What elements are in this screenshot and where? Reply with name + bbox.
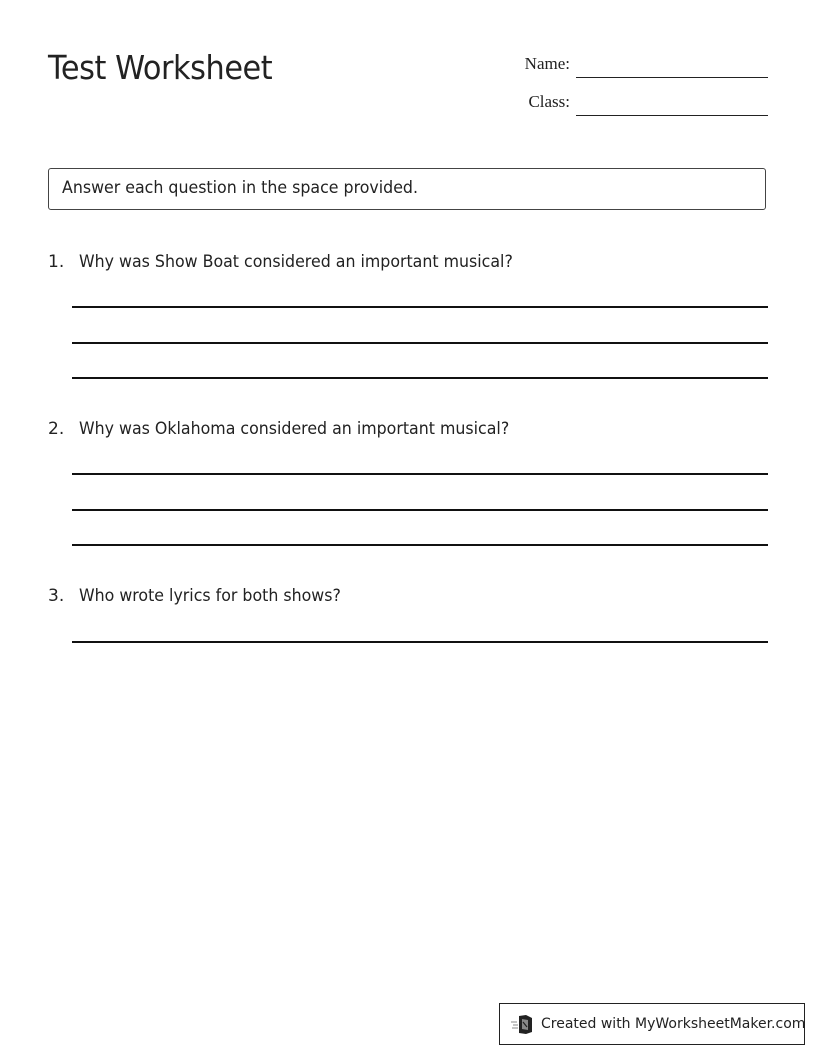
footer-text: Created with MyWorksheetMaker.com — [541, 1016, 806, 1032]
instructions-box — [48, 168, 766, 210]
answer-line[interactable] — [72, 473, 768, 475]
class-field — [500, 86, 768, 116]
name-input-line[interactable] — [576, 77, 768, 78]
page-title: Test Worksheet — [48, 48, 273, 87]
question-text: Who wrote lyrics for both shows? — [79, 586, 341, 606]
worksheet-maker-logo-icon — [510, 1014, 534, 1034]
answer-line[interactable] — [72, 509, 768, 511]
question-text: Why was Show Boat considered an important musical? — [79, 252, 513, 272]
question-number: 2. — [48, 419, 65, 439]
name-label: Name: — [524, 54, 570, 73]
class-label: Class: — [528, 92, 570, 111]
answer-line[interactable] — [72, 641, 768, 643]
instructions-text: Answer each question in the space provided. — [62, 178, 419, 198]
name-field — [500, 48, 768, 78]
question-number: 3. — [48, 586, 65, 606]
question-text: Why was Oklahoma considered an important musical? — [79, 419, 510, 439]
answer-line[interactable] — [72, 342, 768, 344]
question-number: 1. — [48, 252, 65, 272]
answer-line[interactable] — [72, 377, 768, 379]
footer-credit[interactable] — [499, 1003, 805, 1045]
class-input-line[interactable] — [576, 115, 768, 116]
answer-line[interactable] — [72, 544, 768, 546]
answer-line[interactable] — [72, 306, 768, 308]
